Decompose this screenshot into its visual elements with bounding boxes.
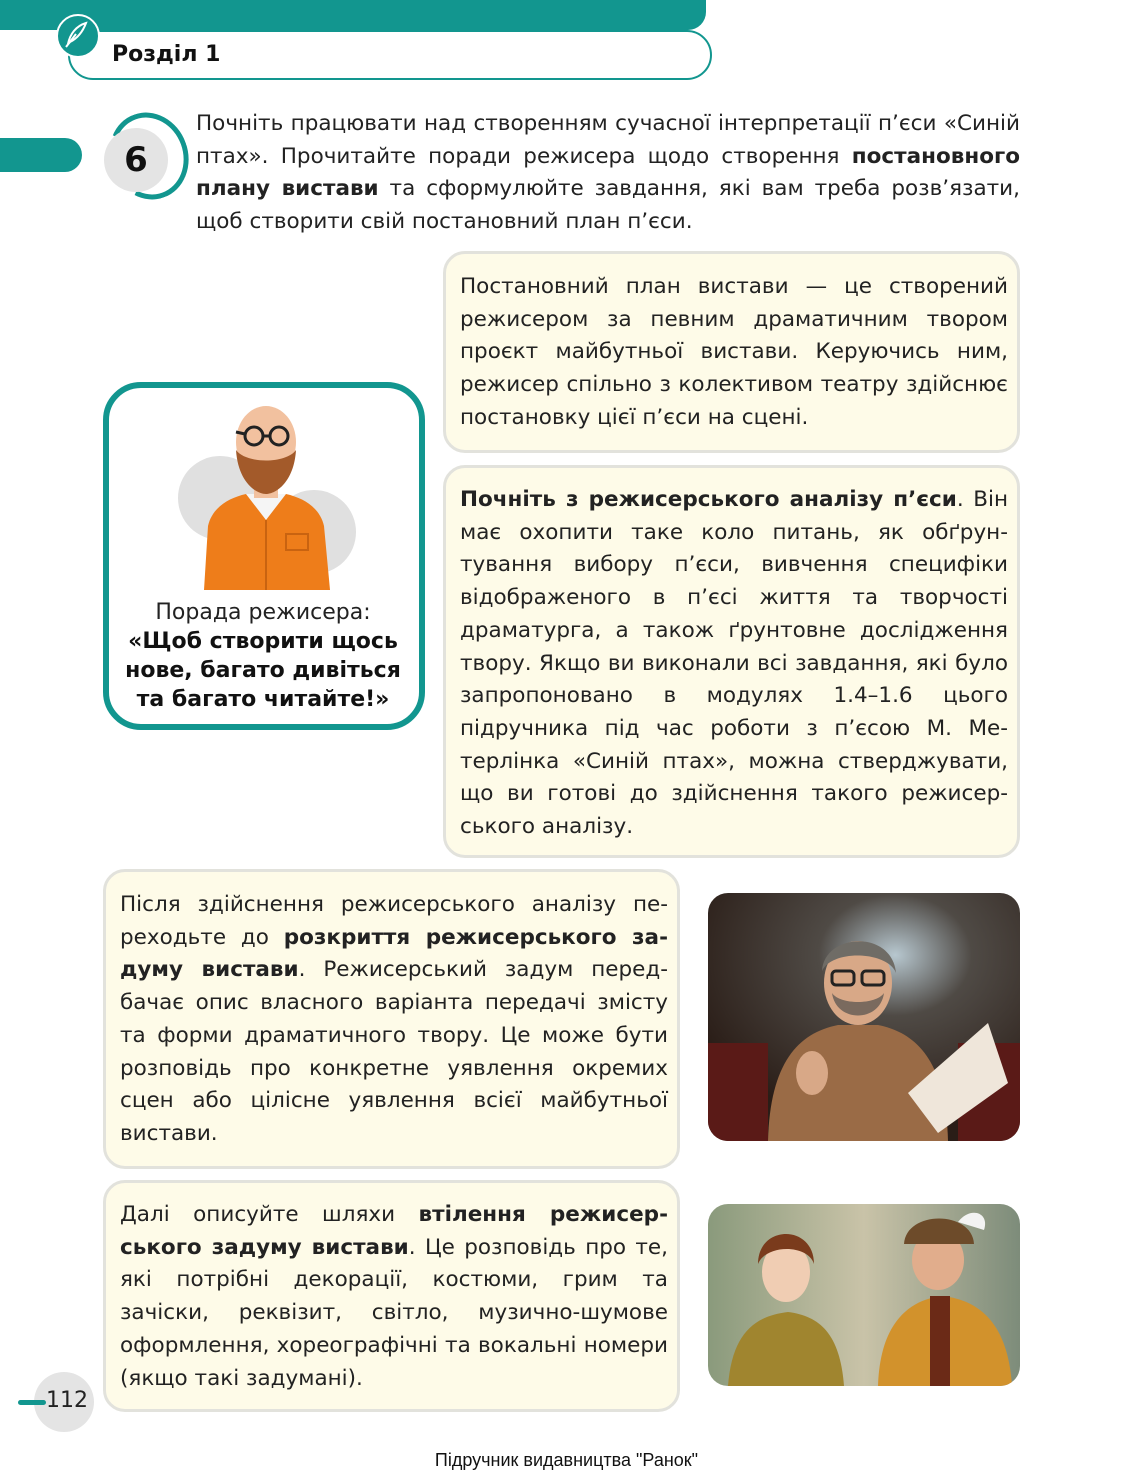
page-number: 112 bbox=[46, 1388, 88, 1413]
realization-text-1: Далі описуйте шляхи bbox=[120, 1202, 419, 1227]
concept-text-2: . Режисерський задум передбачає опис власного варіанта передачі змісту та форми драматичного твору. Це може бути розповідь про конкретне уявлення окремих сцен або цілісне уявлення всієї майбутньої вистави. bbox=[120, 957, 668, 1146]
analysis-card bbox=[443, 465, 1020, 858]
page-number-marker bbox=[18, 1400, 46, 1405]
concept-text-1: Після здійснення режисерського аналізу переходьте до bbox=[120, 892, 668, 950]
task-number: 6 bbox=[104, 128, 168, 192]
realization-text-2: . Це розповідь про те, які потрібні декорації, костюми, грим та зачіски, реквізит, світло, музично-шумове оформлення, хореографічні та вокальні номери (якщо такі задумані). bbox=[120, 1234, 668, 1391]
analysis-bold: Почніть з режисерського аналізу п’єси bbox=[460, 487, 957, 512]
analysis-body: . Він має охопити таке коло питань, як обґрунтування вибору п’єси, вивчення специфіки відображеного в п’єсі життя та творчості драматурга, а також ґрунтовне дослідження твору. Якщо ви виконали всі завдання, які було запропоновано в модулях 1.4–1.6 цього підручника під час роботи з п’єсою М. Метерлінка «Синій птах», можна стверджувати, що ви готові до здійснення такого режисерського аналізу. bbox=[460, 487, 1008, 840]
director-illustration bbox=[174, 400, 360, 590]
realization-bold: втілення режисерського задуму вистави bbox=[120, 1202, 668, 1260]
task-intro bbox=[196, 108, 1020, 239]
realization-text bbox=[120, 1199, 668, 1395]
definition-text: Постановний план вистави — це створений режисером за певним драматичним твором проєкт майбутньої вистави. Керуючись ним, режисер спільно з колективом театру здійснює постановку цієї п’єси на сцені. bbox=[460, 274, 1008, 430]
actors-photo bbox=[708, 1204, 1020, 1386]
advice-caption bbox=[110, 598, 416, 714]
intro-text-1: Почніть працювати над створенням сучасної інтерпретації п’єси «Синій птах». Прочитайте поради режисера щодо створення bbox=[196, 111, 1020, 169]
intro-text-2: та сформулюйте завдання, які вам треба розв’язати, щоб створити свій постановний план п’єси. bbox=[196, 176, 1020, 235]
section-title: Розділ 1 bbox=[112, 42, 221, 67]
task-tab bbox=[0, 138, 82, 172]
director-photo bbox=[708, 893, 1020, 1141]
header-band bbox=[0, 0, 706, 30]
concept-text bbox=[120, 889, 668, 1151]
definition-card bbox=[443, 251, 1020, 453]
concept-bold: розкриття режисерського задуму вистави bbox=[120, 924, 668, 983]
publisher-footer: Підручник видавництва "Ранок" bbox=[434, 1450, 699, 1470]
intro-bold: постановного плану вистави bbox=[196, 143, 1020, 202]
advice-label: Порада режисера: bbox=[155, 600, 371, 625]
advice-quote: «Щоб створити щось нове, багато дивіться та багато читайте!» bbox=[125, 629, 401, 712]
concept-card bbox=[103, 869, 680, 1169]
analysis-text bbox=[460, 484, 1008, 844]
realization-card bbox=[103, 1180, 680, 1412]
feather-icon bbox=[56, 14, 100, 58]
